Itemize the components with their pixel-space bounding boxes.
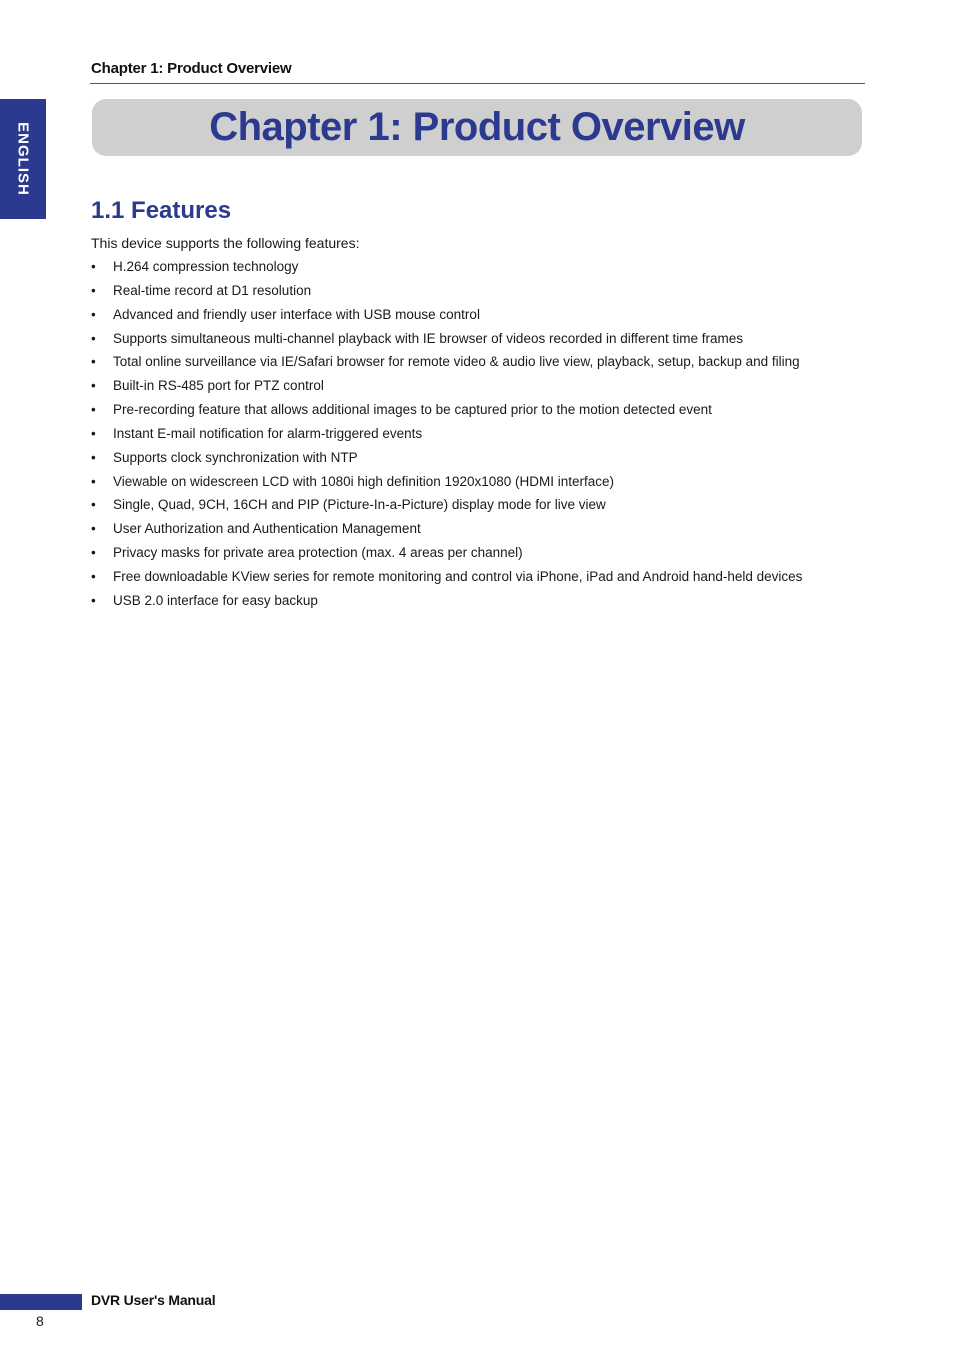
bullet-icon: • xyxy=(91,282,96,298)
feature-text: Supports clock synchronization with NTP xyxy=(113,449,358,465)
feature-list-item xyxy=(91,566,881,590)
bullet-icon: • xyxy=(91,259,96,274)
feature-list-item xyxy=(91,423,881,447)
bullet-icon: • xyxy=(91,592,96,608)
footer-manual-title: DVR User's Manual xyxy=(91,1292,216,1308)
feature-list-item xyxy=(91,280,881,304)
feature-list-item xyxy=(91,518,881,542)
feature-list-item xyxy=(91,328,881,352)
feature-text: User Authorization and Authentication Management xyxy=(113,521,421,537)
bullet-icon: • xyxy=(91,545,96,561)
feature-list-item xyxy=(91,494,881,518)
feature-list-item xyxy=(91,351,881,375)
bullet-icon: • xyxy=(91,568,96,584)
feature-text: Instant E-mail notification for alarm-triggered events xyxy=(113,425,423,441)
footer-accent-bar xyxy=(0,1294,82,1310)
feature-text: Single, Quad, 9CH, 16CH and PIP (Picture-In-a-Picture) display mode for live view xyxy=(113,497,606,513)
feature-text: Privacy masks for private area protection (max. 4 areas per channel) xyxy=(113,545,523,561)
running-header: Chapter 1: Product Overview xyxy=(91,60,292,77)
chapter-title: Chapter 1: Product Overview xyxy=(209,105,745,149)
section-title: 1.1 Features xyxy=(91,197,232,224)
bullet-icon: • xyxy=(91,378,96,394)
page-number: 8 xyxy=(36,1313,44,1329)
bullet-icon: • xyxy=(91,330,96,346)
feature-text: Total online surveillance via IE/Safari browser for remote video & audio live view, playback, setup, backup and filing xyxy=(113,354,800,370)
language-tab-label: ENGLISH xyxy=(14,122,32,196)
bullet-icon: • xyxy=(91,449,96,465)
feature-text: Built-in RS-485 port for PTZ control xyxy=(113,378,324,394)
feature-text: Viewable on widescreen LCD with 1080i high definition 1920x1080 (HDMI interface) xyxy=(113,473,615,489)
feature-text: Pre-recording feature that allows additional images to be captured prior to the motion detected event xyxy=(113,402,712,418)
feature-text: H.264 compression technology xyxy=(113,259,299,274)
feature-list-item xyxy=(91,399,881,423)
feature-list-item xyxy=(91,590,881,614)
bullet-icon: • xyxy=(91,497,96,513)
feature-list-item xyxy=(91,447,881,471)
bullet-icon: • xyxy=(91,402,96,418)
feature-text: Real-time record at D1 resolution xyxy=(113,282,312,298)
feature-list-item xyxy=(91,256,881,280)
feature-list-item xyxy=(91,542,881,566)
bullet-icon: • xyxy=(91,306,96,322)
feature-text: Free downloadable KView series for remote monitoring and control via iPhone, iPad and Android hand-held devices xyxy=(113,568,803,584)
feature-text: Supports simultaneous multi-channel playback with IE browser of videos recorded in different time frames xyxy=(113,330,744,346)
bullet-icon: • xyxy=(91,521,96,537)
bullet-icon: • xyxy=(91,425,96,441)
language-side-tab xyxy=(0,99,46,219)
header-divider xyxy=(90,83,865,84)
feature-list-item xyxy=(91,471,881,495)
bullet-icon: • xyxy=(91,473,96,489)
features-list xyxy=(91,256,881,614)
bullet-icon: • xyxy=(91,354,96,370)
section-intro: This device supports the following features: xyxy=(91,235,360,251)
feature-list-item xyxy=(91,375,881,399)
chapter-banner xyxy=(92,99,862,156)
feature-list-item xyxy=(91,304,881,328)
feature-text: USB 2.0 interface for easy backup xyxy=(113,592,318,608)
feature-text: Advanced and friendly user interface with USB mouse control xyxy=(113,306,480,322)
